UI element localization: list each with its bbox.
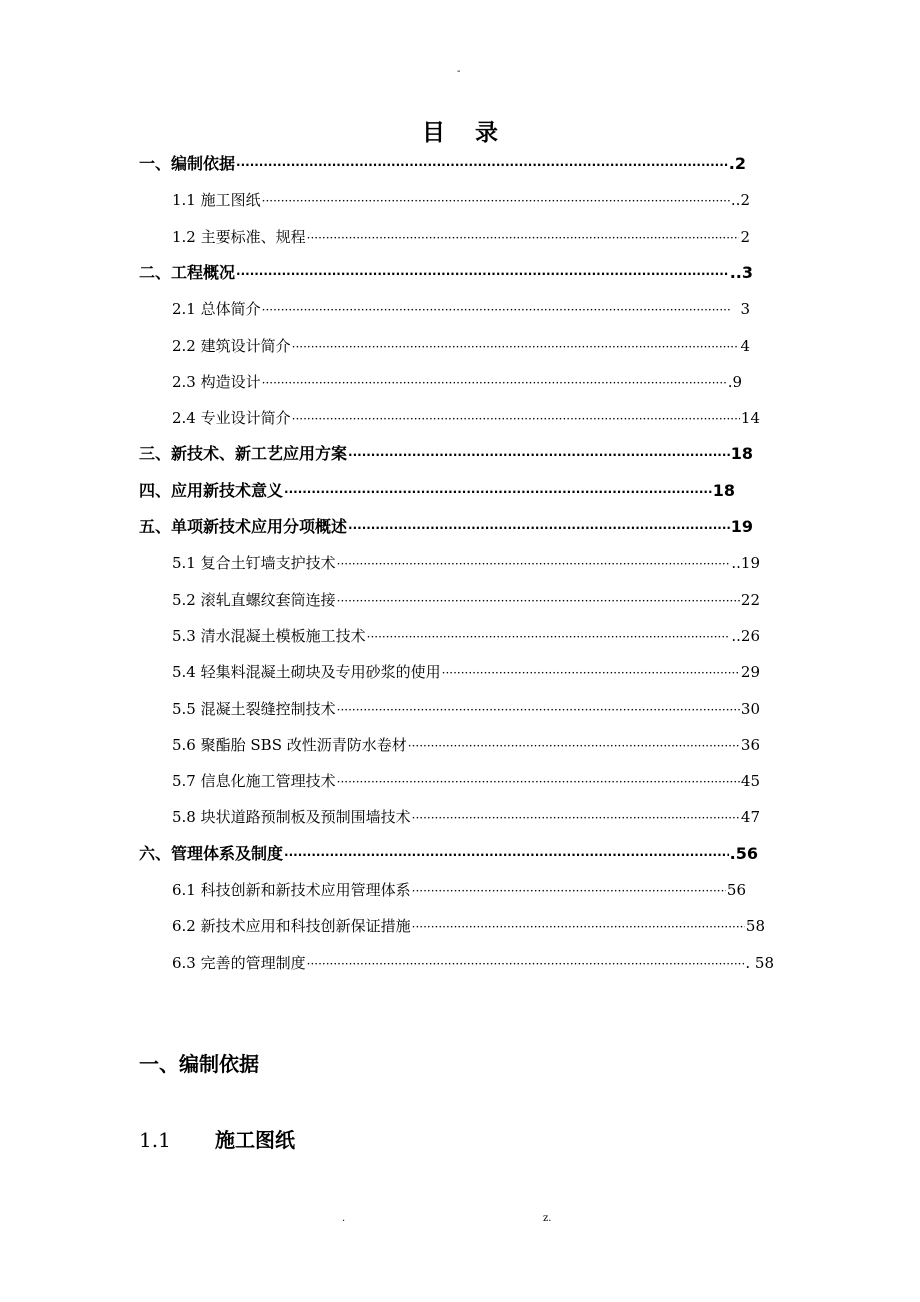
toc-entry[interactable]	[139, 509, 753, 545]
toc-entry-page: .9	[727, 372, 742, 391]
toc-dot-leader	[412, 800, 740, 836]
toc-dot-leader	[348, 510, 730, 546]
toc-entry[interactable]	[139, 473, 735, 509]
footer-right: z.	[543, 1213, 552, 1224]
toc-dot-leader	[262, 365, 727, 401]
toc-dot-leader	[307, 220, 740, 256]
toc-entry-page: 18	[712, 480, 735, 500]
subsection-number: 1.1	[139, 1128, 171, 1152]
toc-entry[interactable]	[172, 872, 746, 908]
toc-entry-page: 14	[740, 409, 760, 428]
toc-entry-label: 5.8 块状道路预制板及预制围墙技术	[172, 808, 411, 827]
toc-entry[interactable]	[172, 799, 760, 835]
toc-entry[interactable]	[172, 618, 760, 654]
toc-dot-leader	[292, 329, 740, 365]
toc-dot-leader	[367, 619, 731, 655]
toc-dot-leader	[284, 837, 729, 873]
toc-entry-page: 22	[740, 590, 760, 609]
toc-entry-label: 6.2 新技术应用和科技创新保证措施	[172, 917, 411, 936]
toc-entry-label: 2.2 建筑设计简介	[172, 336, 291, 355]
toc-dot-leader	[337, 546, 731, 582]
toc-entry-page: 29	[740, 663, 760, 682]
toc-entry[interactable]	[172, 582, 760, 618]
toc-entry-page: .2	[728, 154, 746, 173]
toc-entry[interactable]	[172, 400, 760, 436]
toc-entry-label: 5.6 聚酯胎 SBS 改性沥青防水卷材	[172, 735, 407, 754]
toc-entry-label: 5.3 清水混凝土模板施工技术	[172, 626, 366, 645]
toc-entry-page: . 58	[745, 953, 774, 972]
toc-entry[interactable]	[172, 219, 750, 255]
toc-entry[interactable]	[139, 436, 753, 472]
toc-entry-label: 二、工程概况	[139, 262, 236, 282]
toc-dot-leader	[412, 909, 745, 945]
toc-entry[interactable]	[139, 146, 746, 182]
toc-entry[interactable]	[172, 763, 760, 799]
toc-entry-label: 三、新技术、新工艺应用方案	[139, 444, 348, 464]
toc-entry[interactable]	[172, 182, 750, 218]
toc-entry-page: 47	[740, 808, 760, 827]
toc-entry[interactable]	[172, 691, 760, 727]
toc-entry[interactable]	[172, 545, 760, 581]
toc-dot-leader	[442, 655, 740, 691]
toc-entry[interactable]	[139, 836, 758, 872]
toc-entry-label: 5.1 复合土钉墙支护技术	[172, 554, 336, 573]
toc-entry-page: 56	[726, 881, 746, 899]
toc-entry-label: 5.2 滚轧直螺纹套筒连接	[172, 590, 336, 609]
toc-entry-page: 18	[730, 444, 753, 464]
toc-entry-page: 2	[740, 227, 750, 246]
page-title: 目录	[422, 120, 528, 146]
toc-entry[interactable]	[172, 364, 742, 400]
toc-dot-leader	[262, 292, 740, 328]
toc-dot-leader	[337, 583, 740, 619]
toc-dot-leader	[408, 728, 740, 764]
toc-dot-leader	[262, 183, 730, 219]
section-heading: 一、编制依据	[139, 1052, 259, 1076]
toc-entry-label: 1.1 施工图纸	[172, 191, 261, 210]
toc-entry-label: 2.1 总体简介	[172, 300, 261, 319]
toc-entry-page: 19	[730, 517, 753, 536]
toc-entry-page: ..2	[730, 191, 750, 210]
toc-entry-page: 3	[740, 300, 750, 319]
subsection-heading	[139, 1124, 295, 1153]
toc-dot-leader	[337, 764, 740, 800]
toc-entry[interactable]	[172, 945, 774, 981]
toc-dot-leader	[284, 474, 712, 510]
toc-dot-leader	[236, 147, 728, 183]
toc-entry-page: 36	[740, 735, 760, 754]
toc-entry-label: 6.1 科技创新和新技术应用管理体系	[172, 881, 411, 899]
toc-entry-label: 5.7 信息化施工管理技术	[172, 772, 336, 791]
toc-entry-page: 30	[740, 699, 760, 718]
toc-entry[interactable]	[172, 291, 750, 327]
toc-entry-page: ..26	[731, 626, 760, 645]
toc-dot-leader	[292, 401, 740, 437]
header-mark: -	[457, 66, 461, 77]
toc-entry-label: 6.3 完善的管理制度	[172, 953, 306, 972]
toc-dot-leader	[348, 437, 730, 473]
toc-entry-page: 58	[745, 917, 765, 936]
toc-dot-leader	[236, 256, 729, 292]
toc-dot-leader	[307, 946, 745, 982]
toc-entry-label: 1.2 主要标准、规程	[172, 227, 306, 246]
toc-entry-page: .56	[729, 843, 758, 863]
toc-entry-label: 四、应用新技术意义	[139, 480, 284, 500]
toc-entry-label: 5.5 混凝土裂缝控制技术	[172, 699, 336, 718]
toc-entry-label: 六、管理体系及制度	[139, 843, 284, 863]
toc-entry-page: 45	[740, 772, 760, 791]
toc-entry-label: 2.3 构造设计	[172, 372, 261, 391]
toc-entry-label: 5.4 轻集料混凝土砌块及专用砂浆的使用	[172, 663, 441, 682]
toc-entry[interactable]	[172, 727, 760, 763]
toc-entry-label: 五、单项新技术应用分项概述	[139, 517, 348, 536]
toc-entry[interactable]	[172, 654, 760, 690]
footer-left: .	[342, 1213, 346, 1224]
toc-dot-leader	[337, 692, 740, 728]
toc-entry-label: 一、编制依据	[139, 154, 236, 173]
toc-entry[interactable]	[172, 328, 750, 364]
toc-entry-page: 4	[740, 336, 750, 355]
toc-dot-leader	[412, 873, 726, 909]
toc-entry-label: 2.4 专业设计简介	[172, 409, 291, 428]
subsection-title: 施工图纸	[215, 1128, 295, 1152]
toc-entry-page: ..3	[729, 262, 753, 282]
toc-entry[interactable]	[172, 908, 765, 944]
toc-entry[interactable]	[139, 255, 753, 291]
toc-entry-page: ..19	[731, 554, 760, 573]
